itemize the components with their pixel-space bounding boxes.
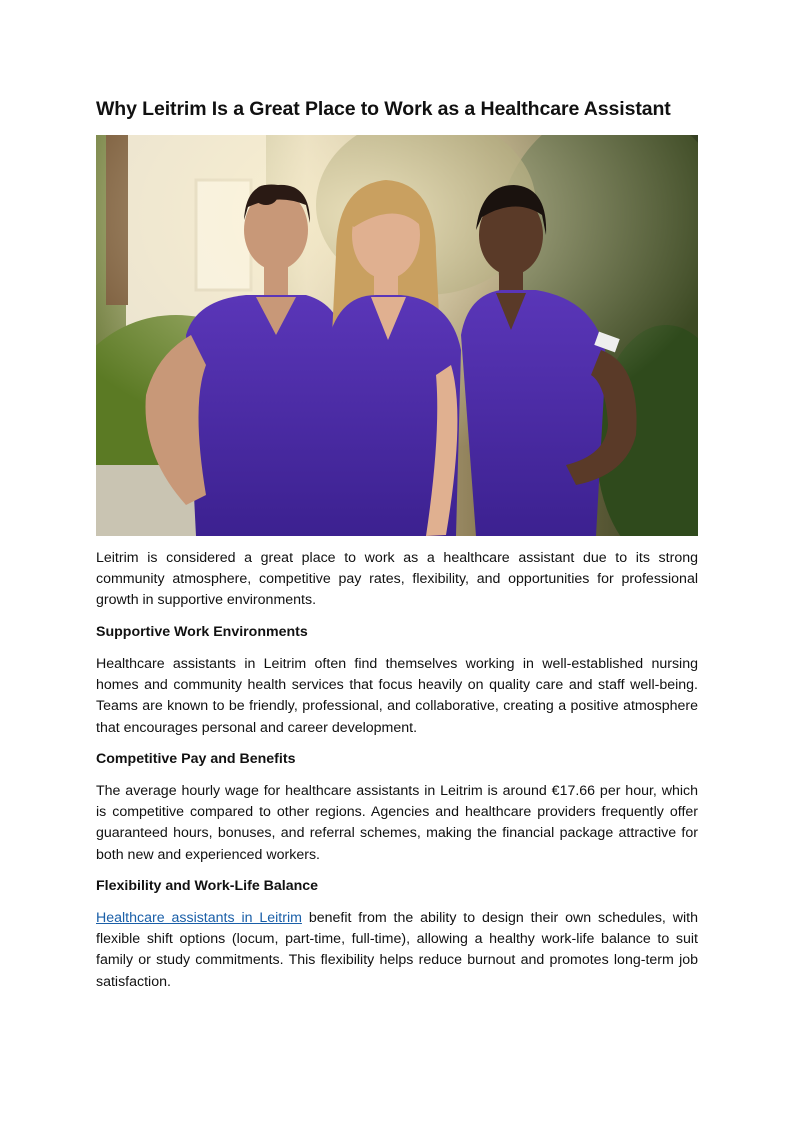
hero-photo: [96, 135, 698, 536]
section-body-supportive: Healthcare assistants in Leitrim often find themselves working in well-established nursing homes and community health services that focus heavily on quality care and staff well-being. Teams are known to be friendly, professional, and collaborative, creating a positive atmosphere that encourages personal and career development.: [96, 656, 698, 736]
section-heading-supportive: Supportive Work Environments: [96, 624, 308, 640]
intro-paragraph: Leitrim is considered a great place to work as a healthcare assistant due to its strong community atmosphere, competitive pay rates, flexibility, and opportunities for professional growth in supportive environments.: [96, 550, 698, 609]
section-heading-flexibility: Flexibility and Work-Life Balance: [96, 878, 319, 894]
page-title: Why Leitrim Is a Great Place to Work as a Healthcare Assistant: [96, 98, 671, 120]
section-heading-pay: Competitive Pay and Benefits: [96, 751, 296, 767]
flexibility-body-text: benefit from the ability to design their own schedules, with flexible shift options (locum, part-time, full-time), allowing a healthy work-life balance to suit family or study commitments. This flexibility helps reduce burnout and promotes long-term job satisfaction.: [96, 910, 698, 990]
healthcare-assistants-link[interactable]: Healthcare assistants in Leitrim: [96, 910, 302, 926]
section-body-pay: The average hourly wage for healthcare assistants in Leitrim is around €17.66 per hour, which is competitive compared to other regions. Agencies and healthcare providers frequently offer guaranteed hours, bonuses, and referral schemes, making the financial package attractive for both new and experienced workers.: [96, 783, 698, 863]
section-body-flexibility: [96, 908, 698, 993]
